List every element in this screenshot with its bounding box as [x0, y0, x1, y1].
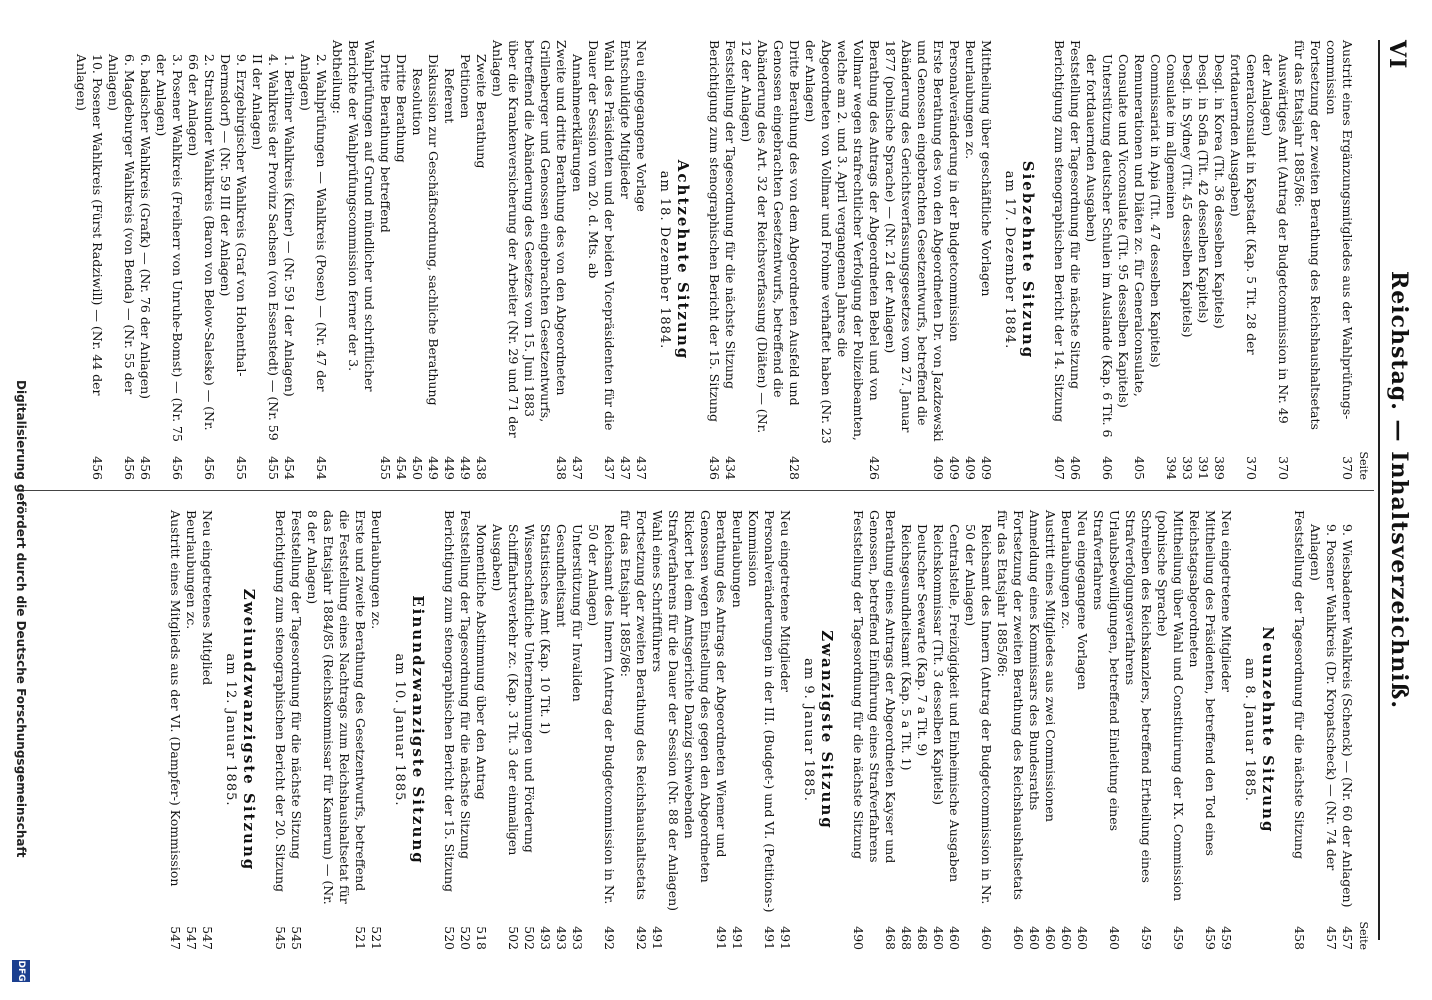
- toc-entry-text: Unterstützung deutscher Schulen im Auslande (Kap. 6 Tit. 6 der fortdauernden Ausgaben): [1084, 54, 1115, 442]
- toc-entry-page: 434: [723, 456, 738, 480]
- toc-entry-text: Zweite Berathung: [474, 54, 489, 169]
- toc-entry-page: 457: [1340, 926, 1355, 950]
- toc-entry: [199, 510, 215, 950]
- toc-entry-text: 6. Magdeburger Wahlkreis (von Benda) — (Nr. 55 der Anlagen): [106, 54, 137, 399]
- toc-entry-page: 437: [634, 456, 649, 480]
- toc-entry: [1291, 40, 1323, 480]
- toc-entry-page: 456: [138, 456, 153, 480]
- toc-entry: [441, 40, 457, 480]
- toc-entry-page: 457: [1324, 926, 1339, 950]
- toc-entry: [962, 40, 978, 480]
- toc-entry-text: 9. Wiesbadener Wahlkreis (Schenck) — (Nr. 60 der Anlagen): [1340, 524, 1355, 908]
- toc-entry: [1074, 510, 1090, 950]
- running-title: Reichstag. — Inhaltsverzeichniß.: [1386, 271, 1412, 709]
- toc-entry-text: Deutscher Seewarte (Kap. 7 a Tit. 9): [915, 524, 930, 757]
- session-title: Siebzehnte Sitzung: [1019, 160, 1037, 360]
- toc-entry-text: 4. Wahlkreis der Provinz Sachsen (von Essenstedt) — (Nr. 59 II der Anlagen): [250, 54, 281, 445]
- funding-note: Digitalisierung gefördert durch die Deutsche Forschungsgemeinschaft: [14, 380, 28, 858]
- left-column: [73, 40, 1370, 480]
- toc-entry: [930, 510, 946, 950]
- toc-entry: [537, 510, 553, 950]
- toc-entry-text: Neu eingetretene Mitglieder: [1219, 510, 1234, 693]
- toc-entry-page: 502: [522, 926, 537, 950]
- session-title: Neunzehnte Sitzung: [1259, 626, 1277, 834]
- toc-entry: [802, 40, 882, 480]
- toc-entry: [706, 40, 722, 480]
- toc-entry-text: Reichsamt des Innern (Antrag der Budgetcommission in Nr. 50 der Anlagen): [586, 524, 617, 909]
- toc-entry-page: 460: [1011, 926, 1026, 950]
- toc-entry-text: Desgl. in Korea (Tit. 36 desselben Kapitels): [1212, 54, 1227, 329]
- toc-entry-text: Wahl des Präsidenten und der beiden Vicepräsidenten für die Dauer der Session vom 20. d. Mts. ab: [586, 40, 617, 435]
- toc-entry: [297, 40, 329, 480]
- toc-entry-text: Commissariat in Apia (Tit. 47 desselben Kapitels): [1148, 54, 1163, 368]
- session-title: Einundzwanzigste Sitzung: [409, 595, 427, 865]
- toc-entry-text: Mittheilung des Präsidenten, betreffend den Tod eines Reichstagsabgeordneten: [1187, 510, 1218, 860]
- toc-entry-page: 460: [979, 926, 994, 950]
- toc-entry: [1026, 510, 1042, 950]
- right-column: [167, 510, 1370, 950]
- toc-entry-text: Fortsetzung der zweiten Berathung des Reichshaushaltsetats für das Etatsjahr 1885/86:: [1292, 40, 1323, 434]
- toc-entry: [866, 510, 898, 950]
- page-number: VI: [1384, 40, 1410, 70]
- toc-entry: [1218, 510, 1234, 950]
- toc-entry: [569, 510, 585, 950]
- toc-entry-page: 370: [1276, 456, 1291, 480]
- toc-entry-page: 521: [369, 926, 384, 950]
- seite-label: Seite: [1357, 451, 1370, 480]
- toc-entry-page: 459: [1171, 926, 1186, 950]
- toc-entry-text: 1. Berliner Wahlkreis (Kiner) — (Nr. 59 I der Anlagen): [282, 54, 297, 397]
- toc-entry: [1227, 40, 1259, 480]
- toc-entry: [1179, 40, 1195, 480]
- toc-entry-page: 547: [168, 926, 183, 950]
- toc-entry: [441, 510, 457, 950]
- toc-entry: [489, 510, 521, 950]
- toc-entry-page: 370: [1244, 456, 1259, 480]
- toc-entry-page: 438: [554, 456, 569, 480]
- toc-entry-page: 518: [474, 926, 489, 950]
- toc-entry: [473, 40, 489, 480]
- toc-entry: [457, 40, 473, 480]
- session-date: am 12. Januar 1885.: [223, 653, 238, 807]
- toc-entry: [777, 510, 793, 950]
- column-divider: [22, 490, 1374, 491]
- toc-entry: [1259, 40, 1291, 480]
- toc-entry: [617, 40, 633, 480]
- toc-entry-page: 490: [851, 926, 866, 950]
- session-title: Zwanzigste Sitzung: [818, 630, 836, 830]
- toc-entry: [185, 40, 217, 480]
- toc-entry: [1186, 510, 1218, 950]
- toc-entry: [137, 40, 153, 480]
- toc-entry: [722, 40, 738, 480]
- toc-entry-text: Austritt eines Ergänzungsmitgliedes aus der Wahlprüfungs-commission: [1324, 40, 1355, 420]
- toc-entry: [617, 510, 649, 950]
- toc-entry-text: Urlaubsbewilligungen, betreffend Einleitung eines Strafverfahrens: [1091, 510, 1122, 836]
- toc-entry: [1051, 40, 1067, 480]
- toc-entry-page: 409: [947, 456, 962, 480]
- toc-entry: [73, 40, 105, 480]
- toc-entry: [1291, 510, 1307, 950]
- toc-entry: [1154, 510, 1186, 950]
- toc-entry-text: Consulate im allgemeinen: [1164, 54, 1179, 219]
- toc-entry-text: Beurlaubungen zc.: [369, 510, 384, 630]
- toc-entry-page: 454: [282, 456, 297, 480]
- toc-entry-page: 454: [314, 456, 329, 480]
- toc-entry-text: Feststellung der Tagesordnung für die nächste Sitzung: [289, 510, 304, 859]
- toc-entry-page: 456: [170, 456, 185, 480]
- toc-entry-page: 460: [1107, 926, 1122, 950]
- toc-entry-page: 460: [1043, 926, 1058, 950]
- toc-entry: [978, 40, 994, 480]
- toc-entry-text: Wissenschaftliche Unternehmungen und Förderung: [522, 524, 537, 853]
- toc-entry-page: 460: [931, 926, 946, 950]
- toc-entry: [553, 510, 569, 950]
- toc-entry-page: 449: [458, 456, 473, 480]
- toc-entry: [1195, 40, 1211, 480]
- toc-entry-page: 409: [931, 456, 946, 480]
- toc-entry-text: Neu eingegangene Vorlage: [634, 40, 649, 212]
- toc-entry-page: 460: [1075, 926, 1090, 950]
- toc-entry-text: 2. Stralsunder Wahlkreis (Baron von Below-Saleske) — (Nr. 66 der Anlagen): [186, 54, 217, 435]
- toc-entry-page: 437: [618, 456, 633, 480]
- toc-entry-text: Diskussion zur Geschäftsordnung, sachliche Berathung: [426, 54, 441, 406]
- toc-entry: [585, 40, 617, 480]
- toc-entry: [649, 510, 665, 950]
- toc-entry: [850, 510, 866, 950]
- toc-entry-text: Austritt eines Mitglieds aus der VI. (Dampfer-) Kommission: [168, 510, 183, 887]
- toc-entry: [962, 510, 994, 950]
- toc-entry-page: 428: [787, 456, 802, 480]
- toc-entry-page: 502: [506, 926, 521, 950]
- toc-entry: [217, 40, 249, 480]
- toc-entry-page: 459: [1219, 926, 1234, 950]
- toc-entry-text: Auswärtiges Amt (Antrag der Budgetcommission in Nr. 49 der Anlagen): [1260, 54, 1291, 428]
- toc-entry: [585, 510, 617, 950]
- toc-entry-page: 468: [915, 926, 930, 950]
- toc-entry: [329, 40, 377, 480]
- session-date: am 10. Januar 1885.: [392, 653, 407, 807]
- toc-entry: [377, 40, 393, 480]
- toc-entry-page: 393: [1180, 456, 1195, 480]
- toc-entry-text: Schreiben des Reichskanzlers, betreffend Ertheilung eines Strafverfolgungsverfahrens: [1123, 510, 1154, 887]
- toc-entry-text: Desgl. in Sydney (Tit. 45 desselben Kapitels): [1180, 54, 1195, 338]
- toc-entry-page: 491: [650, 926, 665, 950]
- session-date: am 9. Januar 1885.: [801, 658, 816, 802]
- toc-entry: [249, 40, 281, 480]
- toc-entry: [521, 510, 537, 950]
- toc-entry: [1058, 510, 1074, 950]
- toc-entry-page: 492: [634, 926, 649, 950]
- toc-entry-text: Berichtigung zum stenographischen Bericht der 15. Sitzung: [442, 510, 457, 893]
- toc-entry-text: 10. Posener Wahlkreis (Fürst Radziwill) — (Nr. 44 der Anlagen): [74, 54, 105, 400]
- toc-entry-text: Mittheilung über Wahl und Constituirung der IX. Commission (polnische Sprache): [1155, 510, 1186, 906]
- toc-entry-page: 493: [554, 926, 569, 950]
- toc-entry: [105, 40, 137, 480]
- toc-entry-page: [1147, 444, 1163, 480]
- toc-entry-text: Zweite und dritte Berathung des von den Abgeordneten Grillenberger und Genossen eingebrachten Gesetzentwurfs, betreffend die Abänderung des Gesetzes vom 15. Juni 1883 über die Krankenversicherung der Arbeiter (Nr. 29 und 71 der Anlagen): [490, 40, 569, 442]
- toc-entry: [1307, 510, 1339, 950]
- toc-entry: [272, 510, 288, 950]
- toc-entry-page: 426: [867, 456, 882, 480]
- toc-entry: [473, 510, 489, 950]
- toc-entry: [898, 510, 914, 950]
- toc-entry: [1115, 40, 1147, 480]
- toc-entry-text: Dritte Berathung: [394, 54, 409, 163]
- toc-entry-page: 456: [122, 456, 137, 480]
- toc-entry: [1211, 40, 1227, 480]
- toc-entry: [1090, 510, 1122, 950]
- toc-entry-page: 491: [714, 926, 729, 950]
- session-date: am 18. Dezember 1884.: [657, 170, 672, 350]
- toc-entry-text: Dritte Berathung des von dem Abgeordneten Ausfeld und Genossen eingebrachten Gesetzentwurfs, betreffend die Abänderung des Art. 32 der Reichsverfassung (Diäten) — (Nr. 12 der Anlagen): [739, 40, 802, 438]
- toc-entry: [1042, 510, 1058, 950]
- toc-entry-text: Berichtigung zum stenographischen Bericht der 20. Sitzung: [273, 510, 288, 893]
- toc-entry: [994, 510, 1026, 950]
- toc-entry-text: Beurlaubungen zc.: [184, 510, 199, 630]
- toc-entry: [1147, 40, 1163, 480]
- toc-entry-text: 9. Erzgebirgischer Wahlkreis (Graf von Hohenthal-Dermsdorf) — (Nr. 59 III der Anlagen): [218, 54, 249, 377]
- toc-entry: [946, 510, 962, 950]
- toc-entry-page: 437: [602, 456, 617, 480]
- toc-entry-text: Gesundheitsamt: [554, 524, 569, 628]
- toc-entry-page: 493: [570, 926, 585, 950]
- toc-entry-text: Personalveränderungen in der III. (Budget-) und VI. (Petitions-) Kommission: [746, 510, 777, 917]
- toc-entry-text: 3. Posener Wahlkreis (Freiherr von Unruhe-Bomst) — (Nr. 75 der Anlagen): [154, 54, 185, 446]
- toc-entry-text: Fortsetzung der zweiten Berathung des Reichshaushaltsetats für das Etatsjahr 1885/86:: [995, 510, 1026, 904]
- toc-entry: [745, 510, 777, 950]
- toc-entry-text: Feststellung der Tagesordnung für die nächste Sitzung: [1292, 510, 1307, 859]
- toc-entry-page: 389: [1212, 456, 1227, 480]
- toc-entry-text: Feststellung der Tagesordnung für die nächste Sitzung: [458, 510, 473, 859]
- toc-entry-text: Reichskommissar (Tit. 3 desselben Kapitels): [931, 524, 946, 805]
- toc-entry-page: 456: [202, 456, 217, 480]
- toc-entry-page: 468: [899, 926, 914, 950]
- toc-entry-page: 436: [707, 456, 722, 480]
- toc-entry-page: 450: [410, 456, 425, 480]
- toc-entry-page: 406: [1100, 456, 1115, 480]
- toc-entry: [882, 40, 946, 480]
- toc-entry: [1067, 40, 1083, 480]
- toc-entry-text: Mittheilung über geschäftliche Vorlagen: [979, 40, 994, 297]
- toc-entry-page: [1291, 444, 1323, 480]
- toc-entry-text: Neu eingetretene Mitglieder: [778, 510, 793, 693]
- toc-entry-text: Berichtigung zum stenographischen Bericht der 14. Sitzung: [1052, 40, 1067, 423]
- toc-entry-page: 391: [1196, 456, 1211, 480]
- toc-entry-page: 458: [1292, 926, 1307, 950]
- toc-entry: [489, 40, 569, 480]
- toc-entry-page: 520: [458, 926, 473, 950]
- toc-entry-page: 454: [394, 456, 409, 480]
- toc-entry-text: Annahmeerklärungen: [570, 54, 585, 192]
- toc-entry-page: 460: [1027, 926, 1042, 950]
- toc-entry-page: 455: [266, 456, 281, 480]
- toc-entry-text: Schifffahrtsverkehr zc. (Kap. 3 Tit. 3 der einmaligen Ausgaben): [490, 524, 521, 860]
- toc-entry-page: 547: [184, 926, 199, 950]
- toc-entry-page: 491: [730, 926, 745, 950]
- toc-entry-text: Fortsetzung der zweiten Berathung des Reichshaushaltsetats für das Etatsjahr 1885/86:: [618, 510, 649, 904]
- toc-entry-text: Beurlaubungen: [730, 510, 745, 608]
- toc-entry-page: 407: [1052, 456, 1067, 480]
- toc-entry: [183, 510, 199, 950]
- toc-entry-text: Berathung des Antrags der Abgeordneten Wiemer und Genossen wegen Einstellung des gegen den Abgeordneten Rickert bei dem Amtsgerichte Danzig schwebenden Strafverfahrens für die Dauer der Session (Nr. 88 der Anlagen): [666, 510, 729, 912]
- toc-entry: [393, 40, 409, 480]
- toc-entry-text: Entschuldigte Mitglieder: [618, 40, 633, 199]
- toc-entry-text: Centralstelle, Freizügigkeit und Einheimische Ausgaben: [947, 524, 962, 883]
- toc-entry: [409, 40, 425, 480]
- toc-entry: [633, 40, 649, 480]
- toc-entry: [1323, 40, 1355, 480]
- toc-entry-text: Beurlaubungen zc.: [1059, 510, 1074, 630]
- toc-entry-page: 437: [570, 456, 585, 480]
- toc-entry-text: Wahl eines Schriftführers: [650, 510, 665, 673]
- toc-entry-page: 460: [1059, 926, 1074, 950]
- toc-entry-text: Anmeldung eines Kommissars des Bundesraths: [1027, 510, 1042, 811]
- toc-entry-page: 547: [200, 926, 215, 950]
- toc-entry-text: Reichsamt des Innern (Antrag der Budgetcommission in Nr. 50 der Anlagen): [963, 524, 994, 909]
- toc-entry-page: 545: [273, 926, 288, 950]
- toc-entry: [304, 510, 368, 950]
- toc-entry-text: Feststellung der Tagesordnung für die nächste Sitzung: [851, 510, 866, 859]
- toc-entry-page: 449: [442, 456, 457, 480]
- toc-entry-page: 449: [426, 456, 441, 480]
- toc-entry-page: 492: [602, 926, 617, 950]
- toc-entry: [457, 510, 473, 950]
- toc-entry-page: 459: [1139, 926, 1154, 950]
- session-date: am 8. Januar 1885.: [1242, 658, 1257, 802]
- toc-entry-text: Berathung des Antrags der Abgeordneten Bebel und von Vollmar wegen strafrechtlicher Verfolgung der Polizeibeamten, welche am 2. und 3. April vergangenen Jahres die Abgeordneten von Vollmar und Frohme verhaftet haben (Nr. 23 der Anlagen): [803, 40, 882, 448]
- toc-entry: [914, 510, 930, 950]
- toc-entry-text: Petitionen: [458, 54, 473, 119]
- toc-entry: [281, 40, 297, 480]
- toc-entry-text: Momentliche Abstimmung über den Antrag: [474, 524, 489, 800]
- toc-entry-page: 370: [1340, 456, 1355, 480]
- session-date: am 17. Dezember 1884.: [1002, 170, 1017, 350]
- toc-entry-page: 521: [353, 926, 368, 950]
- toc-entry-text: Statistisches Amt (Kap. 10 Tit. 1): [538, 524, 553, 735]
- toc-entry-page: 409: [963, 456, 978, 480]
- toc-entry-text: Berathung eines Antrags der Abgeordneten Kayser und Genossen, betreffend Einführung eines Strafverfahrens: [867, 510, 898, 868]
- toc-entry-text: Erste und zweite Berathung des Gesetzentwurfs, betreffend die Feststellung eines Nachtrags zum Reichshaushaltsetat für das Etatsjahr 1884/85 (Reichskommissar für Kamerun) — (Nr. 8 der Anlagen): [305, 510, 368, 909]
- toc-entry-text: Feststellung der Tagesordnung für die nächste Sitzung: [1068, 40, 1083, 389]
- toc-entry-text: Neu eingetretenes Mitglied: [200, 510, 215, 686]
- toc-entry-page: [329, 444, 377, 480]
- session-title: Achtzehnte Sitzung: [674, 159, 692, 361]
- header-rule: [1378, 40, 1380, 940]
- toc-entry-text: 9. Posener Wahlkreis (Dr. Kropatscheck) — (Nr. 74 der Anlagen): [1308, 524, 1339, 875]
- toc-entry-text: Remunerationen und Diäten zc. für Generalconsulate, Consulate und Vicconsulate (Tit. 95 desselben Kapitels): [1116, 54, 1147, 408]
- toc-entry: [729, 510, 745, 950]
- toc-entry-page: 520: [442, 926, 457, 950]
- toc-entry-page: 394: [1164, 456, 1179, 480]
- toc-entry-text: Feststellung der Tagesordnung für die nächste Sitzung: [723, 40, 738, 389]
- toc-entry-page: 406: [1068, 456, 1083, 480]
- toc-entry: [153, 40, 185, 480]
- toc-entry-text: Generalconsulat in Kapstadt (Kap. 5 Tit. 28 der fortdauernden Ausgaben): [1228, 54, 1259, 359]
- toc-entry: [167, 510, 183, 950]
- seite-label: Seite: [1357, 921, 1370, 950]
- toc-entry-text: Beurlaubungen zc.: [963, 40, 978, 160]
- toc-entry-page: 459: [1203, 926, 1218, 950]
- toc-entry-text: Berichtigung zum stenographischen Bericht der 15. Sitzung: [707, 40, 722, 423]
- toc-entry-page: 438: [474, 456, 489, 480]
- toc-entry: [368, 510, 384, 950]
- toc-entry: [738, 40, 802, 480]
- dfg-logo: DFG: [12, 960, 30, 982]
- toc-entry-text: 6. badischer Wahlkreis (Grafk) — (Nr. 76 der Anlagen): [138, 54, 153, 400]
- toc-entry-text: Austritt eines Mitgliedes aus zwei Commissionen: [1043, 510, 1058, 822]
- toc-entry-page: 491: [778, 926, 793, 950]
- toc-entry-page: 405: [1132, 456, 1147, 480]
- toc-entry: [946, 40, 962, 480]
- toc-entry-page: 491: [762, 926, 777, 950]
- toc-entry: [569, 40, 585, 480]
- toc-entry-page: 460: [947, 926, 962, 950]
- toc-entry: [288, 510, 304, 950]
- toc-entry-text: Dritte Berathung betreffend: [378, 54, 393, 233]
- toc-entry-page: 455: [234, 456, 249, 480]
- toc-entry-text: Wahlprüfungen auf Grund mündlicher und schriftlicher Berichte der Wahlprüfungscommission ferner der 3. Abtheilung:: [330, 40, 377, 396]
- toc-entry-page: 545: [289, 926, 304, 950]
- toc-entry-text: Personalveränderung in der Budgetcommission: [947, 40, 962, 342]
- toc-entry-text: Erste Berathung des von den Abgeordneten Dr. von Jazdzewski und Genossen eingebrachten Gesetzentwurfs, betreffend die Abänderung des Gerichtsverfassungsgesetzes vom 27. Januar 1877 (polnische Sprache) — (Nr. 21 der Anlagen): [883, 40, 946, 446]
- toc-entry: [665, 510, 729, 950]
- page-header: [1384, 40, 1414, 940]
- toc-entry: [1122, 510, 1154, 950]
- toc-entry-page: 409: [979, 456, 994, 480]
- toc-entry-text: Desgl. in Sofia (Tit. 42 desselben Kapitels): [1196, 54, 1211, 324]
- toc-entry: [1163, 40, 1179, 480]
- toc-entry-text: Neu eingegangene Vorlagen: [1075, 510, 1090, 690]
- toc-entry-text: Reichsgesundheitsamt (Kap. 5 a Tit. 1): [899, 524, 914, 771]
- toc-entry-text: 2. Wahlprüfungen — Wahlkreis (Posen) — (Nr. 47 der Anlagen): [298, 54, 329, 396]
- toc-entry: [425, 40, 441, 480]
- toc-entry-text: Resolution: [410, 68, 425, 136]
- toc-entry-page: 493: [538, 926, 553, 950]
- toc-entry-page: 468: [883, 926, 898, 950]
- toc-entry-text: Unterstützung für Invaliden: [570, 524, 585, 702]
- toc-entry-page: 456: [90, 456, 105, 480]
- session-title: Zweiundzwanzigste Sitzung: [240, 588, 258, 872]
- toc-entry-page: 455: [378, 456, 393, 480]
- footer: [0, 0, 36, 1000]
- toc-entry: [1339, 510, 1355, 950]
- toc-entry: [1083, 40, 1115, 480]
- toc-entry-text: Referent: [442, 68, 457, 124]
